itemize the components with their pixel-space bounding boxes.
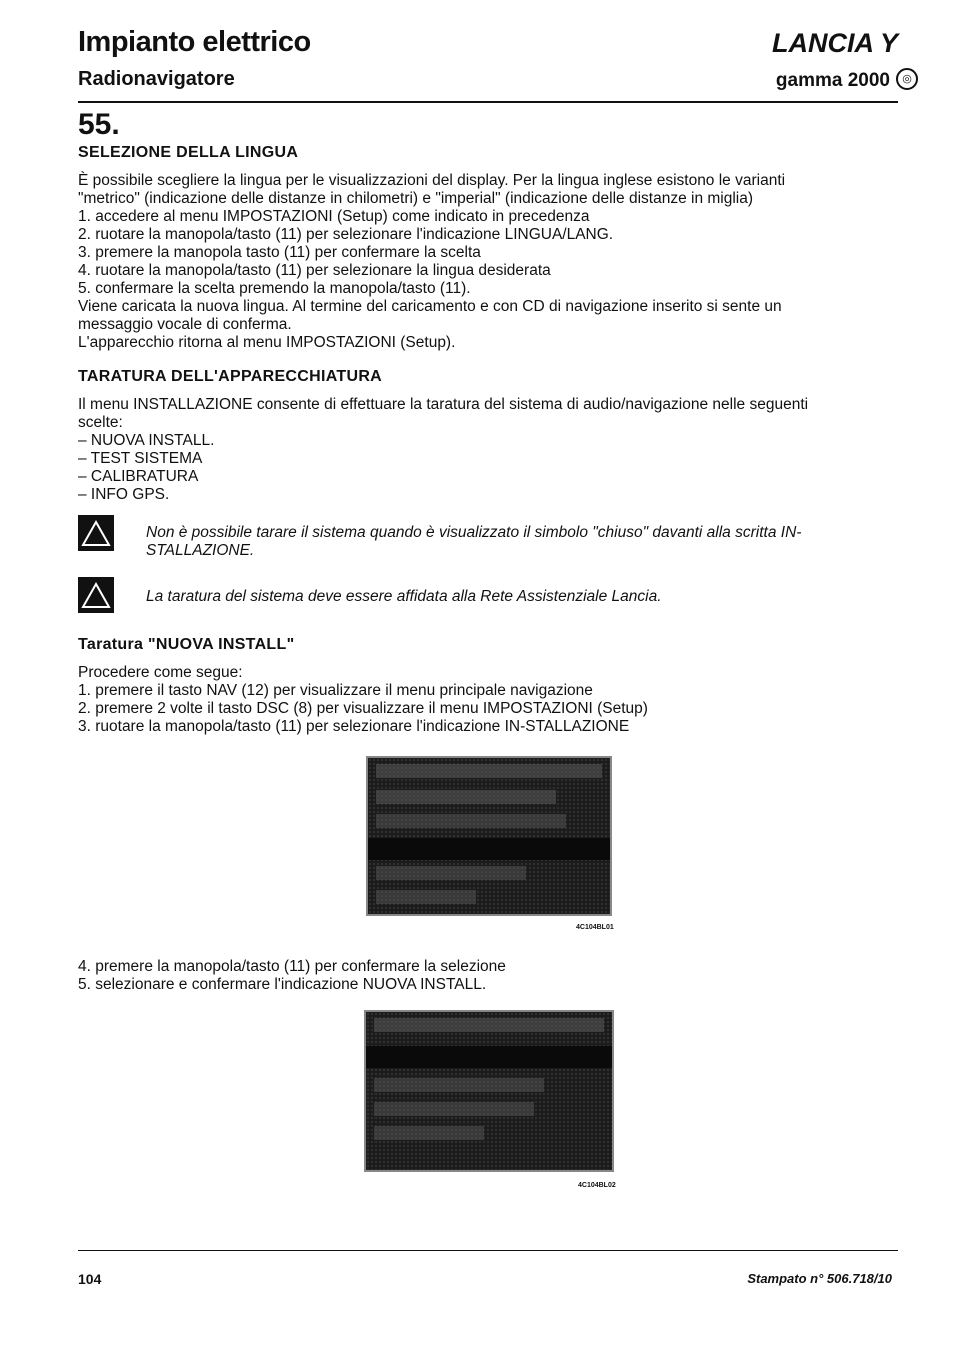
section-heading-new-install: Taratura "NUOVA INSTALL" xyxy=(78,636,295,653)
section-body-language xyxy=(78,172,898,352)
section-number: 55. xyxy=(78,108,120,141)
display-row-selected xyxy=(368,838,610,860)
text-line: Procedere come segue: xyxy=(78,664,243,681)
text-line: 1. premere il tasto NAV (12) per visualizzare il menu principale navigazione xyxy=(78,682,593,699)
cd-icon: ◎ xyxy=(896,68,918,90)
display-row xyxy=(376,764,602,778)
page-title: Impianto elettrico xyxy=(78,26,311,58)
list-item: – INFO GPS. xyxy=(78,486,170,503)
section-heading-calibration: TARATURA DELL'APPARECCHIATURA xyxy=(78,368,383,385)
print-reference: Stampato n° 506.718/10 xyxy=(747,1271,892,1286)
text-line: 3. premere la manopola tasto (11) per confermare la scelta xyxy=(78,244,481,261)
text-line: "metrico" (indicazione delle distanze in chilometri) e "imperial" (indicazione delle distanze in miglia) xyxy=(78,190,754,207)
warning-line: STALLAZIONE. xyxy=(146,542,255,559)
warning-note xyxy=(146,524,801,560)
text-line: messaggio vocale di conferma. xyxy=(78,316,292,333)
display-row xyxy=(376,866,526,880)
text-line: 2. premere 2 volte il tasto DSC (8) per visualizzare il menu IMPOSTAZIONI (Setup) xyxy=(78,700,648,717)
figure-code: 4C104BL01 xyxy=(576,924,614,931)
page-number: 104 xyxy=(78,1271,102,1287)
warning-triangle-icon xyxy=(78,515,114,551)
list-item: – TEST SISTEMA xyxy=(78,450,203,467)
text-line: Il menu INSTALLAZIONE consente di effettuare la taratura del sistema di audio/navigazione nelle seguenti xyxy=(78,396,809,413)
display-row xyxy=(376,790,556,804)
section-body-new-install xyxy=(78,664,898,736)
display-row xyxy=(374,1018,604,1032)
display-row xyxy=(376,890,476,904)
text-line: È possibile scegliere la lingua per le visualizzazioni del display. Per la lingua inglese esistono le varianti xyxy=(78,172,786,189)
list-item: – NUOVA INSTALL. xyxy=(78,432,215,449)
section-body-calibration xyxy=(78,396,898,504)
display-row xyxy=(376,814,566,828)
display-figure-2 xyxy=(364,1010,614,1172)
range-label: gamma 2000 xyxy=(775,70,890,91)
warning-triangle-icon xyxy=(78,577,114,613)
text-line: 4. ruotare la manopola/tasto (11) per selezionare la lingua desiderata xyxy=(78,262,551,279)
text-line: L'apparecchio ritorna al menu IMPOSTAZIONI (Setup). xyxy=(78,334,456,351)
warning-note xyxy=(146,588,662,606)
text-line: 5. selezionare e confermare l'indicazione NUOVA INSTALL. xyxy=(78,976,487,993)
section-body-new-install-cont xyxy=(78,958,898,994)
warning-line: La taratura del sistema deve essere affidata alla Rete Assistenziale Lancia. xyxy=(146,588,662,605)
text-line: scelte: xyxy=(78,414,123,431)
text-line: 4. premere la manopola/tasto (11) per confermare la selezione xyxy=(78,958,506,975)
display-row xyxy=(374,1126,484,1140)
page-subtitle: Radionavigatore xyxy=(78,68,235,90)
section-heading-language: SELEZIONE DELLA LINGUA xyxy=(78,144,299,161)
text-line: 5. confermare la scelta premendo la manopola/tasto (11). xyxy=(78,280,471,297)
text-line: 2. ruotare la manopola/tasto (11) per selezionare l'indicazione LINGUA/LANG. xyxy=(78,226,614,243)
footer-rule xyxy=(78,1250,898,1251)
figure-code: 4C104BL02 xyxy=(578,1182,616,1189)
header-rule xyxy=(78,101,898,103)
list-item: – CALIBRATURA xyxy=(78,468,199,485)
display-row xyxy=(374,1102,534,1116)
text-line: 3. ruotare la manopola/tasto (11) per selezionare l'indicazione IN-STALLAZIONE xyxy=(78,718,630,735)
text-line: 1. accedere al menu IMPOSTAZIONI (Setup) come indicato in precedenza xyxy=(78,208,590,225)
text-line: Viene caricata la nuova lingua. Al termine del caricamento e con CD di navigazione inserito si sente un xyxy=(78,298,782,315)
brand-label: LANCIA Y xyxy=(771,28,898,58)
display-row-selected xyxy=(366,1046,612,1068)
display-figure-1 xyxy=(366,756,612,916)
warning-line: Non è possibile tarare il sistema quando è visualizzato il simbolo "chiuso" davanti alla scritta IN- xyxy=(146,524,802,541)
display-row xyxy=(374,1078,544,1092)
